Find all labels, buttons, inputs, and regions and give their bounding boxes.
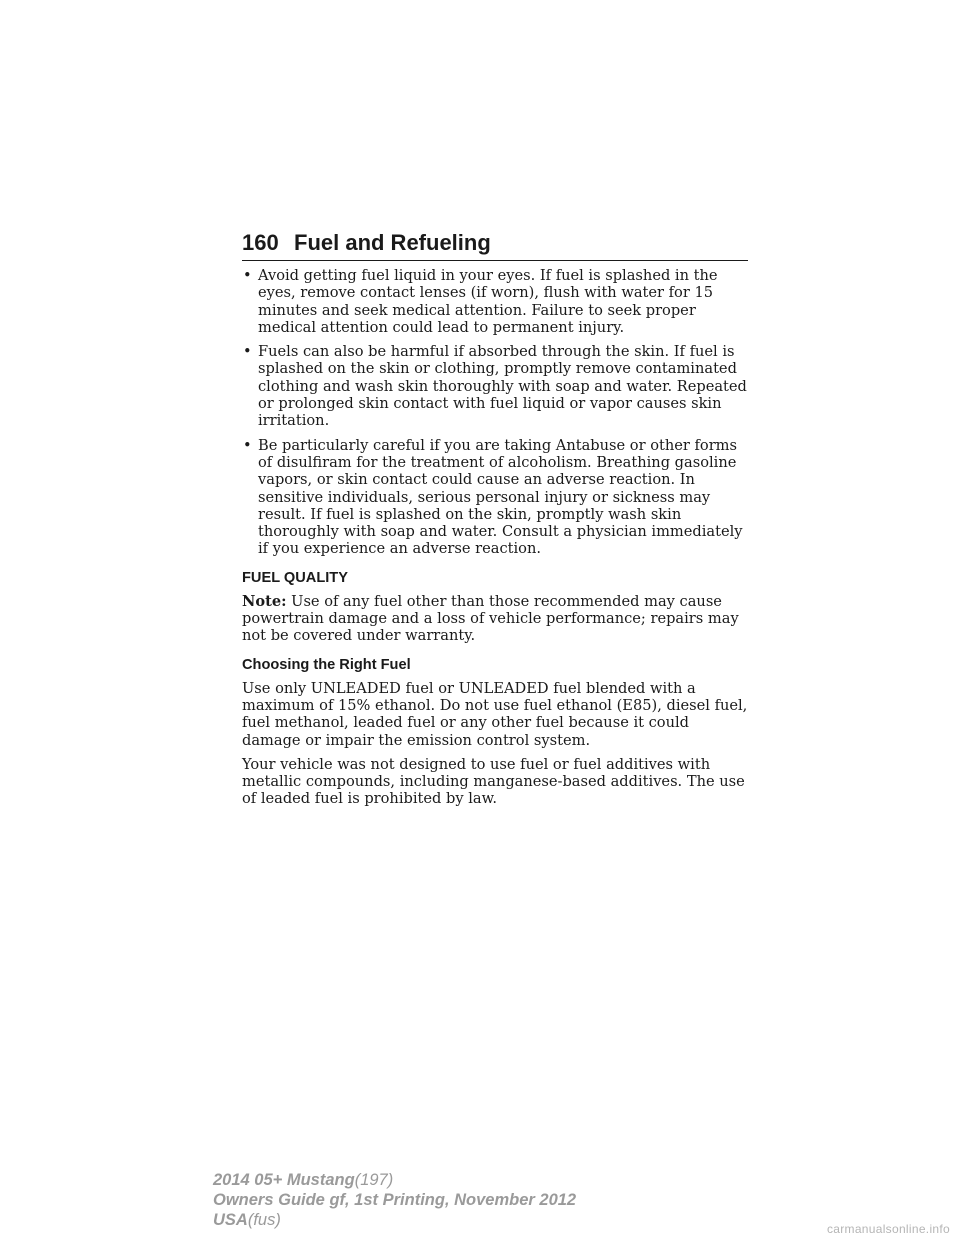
footer-printing: Owners Guide gf, 1st Printing, November 2012 xyxy=(213,1191,577,1209)
paragraph: Use only UNLEADED fuel or UNLEADED fuel blended with a maximum of 15% ethanol. Do not use fuel ethanol (E85), diesel fuel, fuel methanol, leaded fuel or any other fuel because it could damage or impair the emission control system. xyxy=(242,679,748,749)
document-footer xyxy=(213,1170,576,1230)
footer-line-region xyxy=(213,1210,576,1230)
bullet-icon: • xyxy=(243,343,252,361)
footer-line-model xyxy=(213,1170,576,1190)
paragraph: Your vehicle was not designed to use fuel or fuel additives with metallic compounds, including manganese-based additives. The use of leaded fuel is prohibited by law. xyxy=(242,755,745,808)
page-content xyxy=(242,267,752,815)
page-header xyxy=(242,228,748,262)
note-paragraph xyxy=(242,593,752,645)
list-item-text: Fuels can also be harmful if absorbed through the skin. If fuel is splashed on the skin or clothing, promptly remove contaminated clothing and wash skin thoroughly with soap and water. Repeated or prolonged skin contact with fuel liquid or vapor causes skin irritation. xyxy=(258,343,747,430)
chapter-title: Fuel and Refueling xyxy=(294,230,491,255)
list-item-text: Be particularly careful if you are taking Antabuse or other forms of disulfiram for the treatment of alcoholism. Breathing gasoline vapors, or skin contact could cause an adverse reaction. In sensitive individuals, serious personal injury or sickness may result. If fuel is splashed on the skin, promptly wash skin thoroughly with soap and water. Consult a physician immediately if you experience an adverse reaction. xyxy=(258,436,743,558)
section-heading-choosing-fuel: Choosing the Right Fuel xyxy=(242,656,411,673)
page-number: 160 xyxy=(242,230,279,255)
note-text: Use of any fuel other than those recommended may cause powertrain damage and a loss of vehicle performance; repairs may not be covered under warranty. xyxy=(242,592,739,645)
watermark: carmanualsonline.info xyxy=(826,1222,950,1236)
section-heading-fuel-quality: FUEL QUALITY xyxy=(242,569,348,586)
bullet-icon: • xyxy=(243,436,252,454)
bullet-icon: • xyxy=(243,267,252,284)
footer-model: 2014 05+ Mustang xyxy=(213,1171,355,1189)
footer-model-code: (197) xyxy=(354,1171,394,1189)
header-divider xyxy=(242,260,748,261)
footer-region: USA xyxy=(213,1211,248,1229)
list-item xyxy=(242,267,752,336)
list-item-text: Avoid getting fuel liquid in your eyes. If fuel is splashed in the eyes, remove contact lenses (if worn), flush with water for 15 minutes and seek medical attention. Failure to seek proper medical attention could lead to permanent injury. xyxy=(258,267,718,336)
list-item xyxy=(242,343,752,429)
list-item xyxy=(242,437,752,558)
footer-region-code: (fus) xyxy=(247,1211,281,1229)
note-label: Note: xyxy=(242,592,287,610)
